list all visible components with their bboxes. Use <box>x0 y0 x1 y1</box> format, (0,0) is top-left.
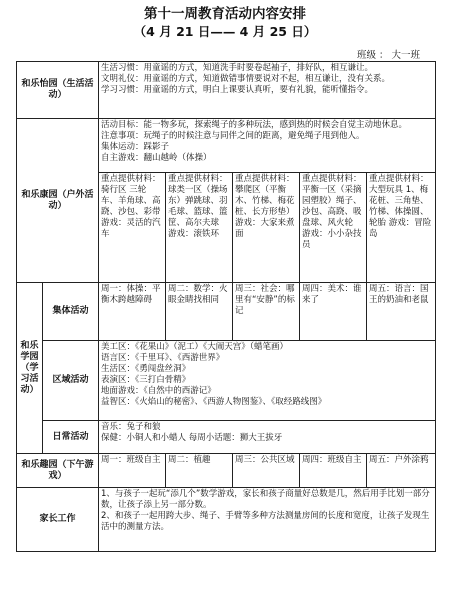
area-line: 地面游戏：《自然中的西游记》 <box>101 386 216 396</box>
group-activity-label: 集体活动 <box>43 283 99 341</box>
area-line: 表演区：《三打白骨精》 <box>101 375 191 385</box>
fun-cell: 周一：班级自主 <box>99 454 166 488</box>
page-title: 第十一周教育活动内容安排 <box>144 6 306 22</box>
daily-activity-row <box>17 421 436 454</box>
fun-cell: 周二：植趣 <box>166 454 233 488</box>
health-line: 自主游戏：翻山越岭（体操） <box>101 153 212 163</box>
area-activity-row <box>17 341 436 421</box>
area-line: 生活区：《勇闯盘丝洞》 <box>101 364 191 374</box>
daily-line: 音乐：兔子和狼 <box>101 422 161 432</box>
area-activity-label: 区域活动 <box>43 341 99 421</box>
fun-label: 和乐趣园（下午游戏） <box>17 454 99 488</box>
fun-cell: 周四：班级自主 <box>300 454 367 488</box>
area-line: 语言区：《千里耳》、《西游世界》 <box>101 353 225 363</box>
health-area-cell: 重点提供材料：球类一区（操场东）弹跳球、羽毛球、篮球、篮筐、高尔夫球 游戏：滚铁环 <box>166 173 233 283</box>
health-line: 活动目标：能一物多玩，探索绳子的多种玩法，感到热的时候会自觉主动地休息。 <box>101 120 408 130</box>
schedule-table <box>16 61 436 552</box>
study-label: 和乐学园（学习活动） <box>17 283 43 454</box>
health-area-cell: 重点提供材料：攀爬区（平衡木、竹梯、梅花桩、长方形垫）游戏：大家来煮面 <box>233 173 300 283</box>
health-summary-row <box>17 119 436 173</box>
area-line: 美工区：《花果山》（泥工）《大闹天宫》（蜡笔画） <box>101 342 289 352</box>
fun-cell: 周五：户外涂鸦 <box>367 454 436 488</box>
area-activity-content <box>99 341 436 421</box>
parents-row <box>17 488 436 552</box>
health-area-cell: 重点提供材料：大型玩具 1、梅花桩、三角垫、竹梯、体操圆、轮胎 游戏：冒险岛 <box>367 173 436 283</box>
life-line: 文明礼仪：用童谣的方式，知道做错事情要说对不起，相互谦让，没有关系。 <box>101 74 391 84</box>
health-label: 和乐康园（户外活动） <box>17 119 99 283</box>
health-area-cell: 重点提供材料：骑行区 三轮车、羊角球、高跷、沙包、彩带 游戏：灵活的汽车 <box>99 173 166 283</box>
health-line: 注意事项：玩绳子的时候注意与同伴之间的距离，避免绳子甩到他人。 <box>101 131 365 141</box>
fun-row <box>17 454 436 488</box>
group-activity-cell: 周二：数学：火眼金睛找相同 <box>166 283 233 341</box>
parents-content <box>99 488 436 552</box>
life-row <box>17 62 436 119</box>
area-line: 益智区：《火焰山的秘密》、《西游人物图鉴》、《取经路线图》 <box>101 397 327 407</box>
group-activity-cell: 周一：体操：平衡木跨越障碍 <box>99 283 166 341</box>
daily-activity-label: 日常活动 <box>43 421 99 454</box>
parents-label: 家长工作 <box>17 488 99 552</box>
group-activity-cell: 周三：社会：哪里有“安静”的标记 <box>233 283 300 341</box>
fun-cell: 周三：公共区域 <box>233 454 300 488</box>
group-activity-cell: 周五：语言：国王的奶油和老鼠 <box>367 283 436 341</box>
parents-line: 1、与孩子一起玩“添几个”数学游戏，家长和孩子商量好总数是几，然后用手比划一部分数，让孩子添上另一部分数。 <box>101 489 430 510</box>
class-label: 班级 ： 大一班 <box>356 50 420 61</box>
life-line: 学习习惯：用童谣的方式，明白上课要认真听，要有礼貌，能听懂指令。 <box>101 85 374 95</box>
daily-activity-content <box>99 421 436 454</box>
life-line: 生活习惯：用童谣的方式，知道洗手时要卷起袖子，排好队，相互谦让。 <box>101 63 374 73</box>
health-area-cell: 重点提供材料：平衡一区（采摘园塑胶）绳子、沙包、高跷、吸盘球、风火轮 游戏：小小杂技员 <box>300 173 367 283</box>
group-activity-row <box>17 283 436 341</box>
parents-line: 2、和孩子一起用跨大步、绳子、手臂等多种方法测量房间的长度和宽度，让孩子发现生活中的测量方法。 <box>101 511 430 532</box>
life-label: 和乐怡园（生活活动） <box>17 62 99 119</box>
life-content <box>99 62 436 119</box>
daily-line: 保健：小铜人和小蜡人 每周小话题：狮大王拔牙 <box>101 433 283 443</box>
health-line: 集体运动：踩影子 <box>101 142 170 152</box>
group-activity-cell: 周四：美术：谁来了 <box>300 283 367 341</box>
date-range: （4 月 21 日—— 4 月 25 日） <box>133 24 317 39</box>
health-summary <box>99 119 436 173</box>
